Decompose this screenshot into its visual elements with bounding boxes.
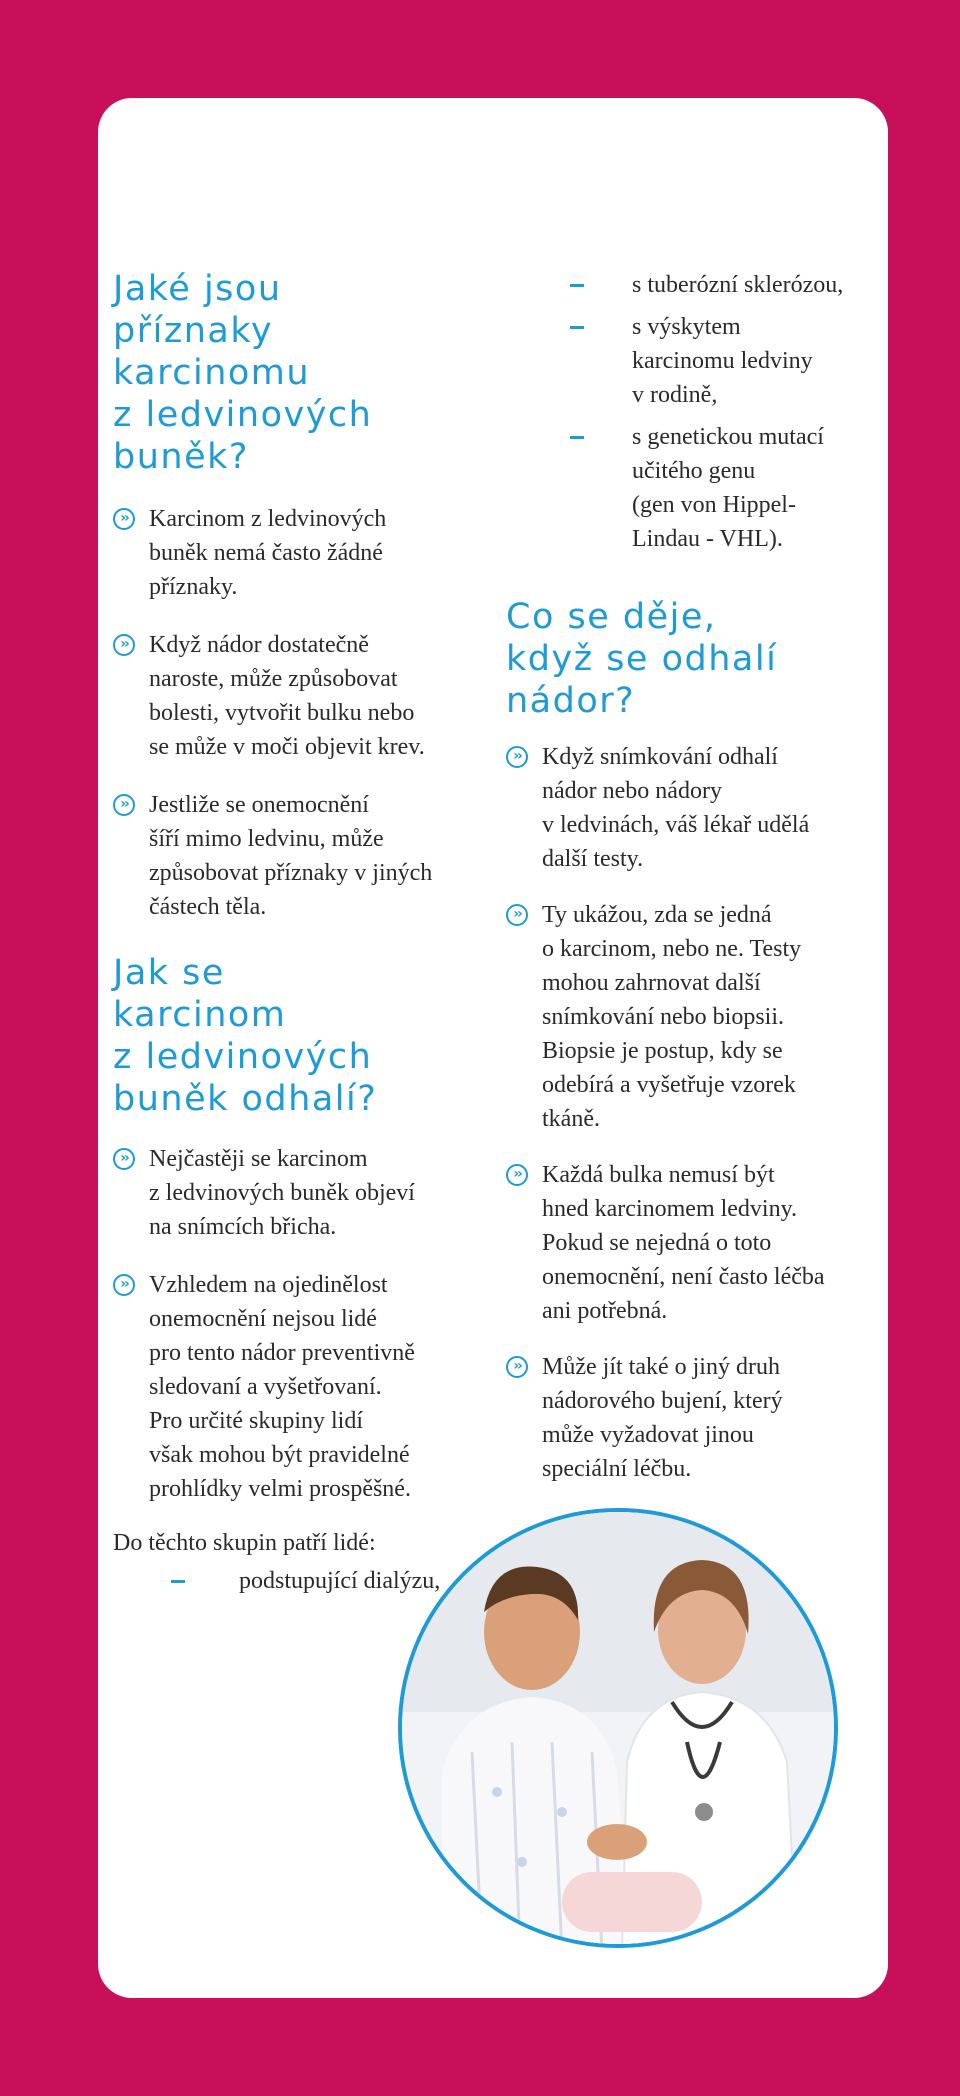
text-line: o karcinom, nebo ne. Testy [542,936,802,962]
text-line: prohlídky velmi prospěšné. [149,1476,411,1502]
section-heading-detection [113,952,493,1120]
bullet-text [149,1272,415,1502]
text-line: Pokud se nejedná o toto [542,1230,772,1256]
bullet-text [149,506,386,600]
bullet-item [113,788,493,924]
text-line: s výskytem [632,314,741,340]
text-line: onemocnění, není často léčba [542,1264,825,1290]
text-line: další testy. [542,846,644,872]
bullet-item [506,1158,886,1328]
text-line: nádor? [506,681,636,721]
text-line: z ledvinových [113,1037,373,1077]
bullet-item [506,1350,886,1486]
text-line: onemocnění nejsou lidé [149,1306,377,1332]
text-line: Nejčastěji se karcinom [149,1146,368,1172]
double-chevron-circle-icon: ›› [113,794,135,816]
text-line: Co se děje, [506,597,717,637]
intro-text: Do těchto skupin patří lidé: [113,1530,376,1556]
text-line: sledovaní a vyšetřovaní. [149,1374,382,1400]
bullet-text [542,1354,783,1482]
text-line: může vyžadovat jinou [542,1422,754,1448]
text-line: buněk odhalí? [113,1079,378,1119]
text-line: s genetickou mutací [632,424,824,450]
text-line: bolesti, vytvořit bulku nebo [149,700,415,726]
text-line: buněk nemá často žádné [149,540,383,566]
dash-text [632,272,843,298]
text-line: Vzhledem na ojedinělost [149,1272,388,1298]
text-line: s tuberózní sklerózou, [632,272,844,298]
bullet-item [506,898,886,1136]
text-line: učitého genu [632,458,756,484]
double-chevron-circle-icon: ›› [113,508,135,530]
text-line: hned karcinomem ledviny. [542,1196,798,1222]
bullet-item [506,740,886,876]
text-line: snímkování nebo biopsii. [542,1004,784,1030]
text-line: částech těla. [149,894,267,920]
text-line: z ledvinových buněk objeví [149,1180,415,1206]
right-column [506,268,886,1486]
dash-list-item [113,1564,493,1598]
text-line: mohou zahrnovat další [542,970,761,996]
text-line: naroste, může způsobovat [149,666,398,692]
text-line: Biopsie je postup, kdy se [542,1038,783,1064]
text-line: nádorového bujení, který [542,1388,783,1414]
bullet-item [113,628,493,764]
text-line: karcinomu [113,353,311,393]
text-line: Každá bulka nemusí být [542,1162,775,1188]
text-line: Ty ukážou, zda se jedná [542,902,772,928]
text-line: Když nádor dostatečně [149,632,369,658]
bullet-item [113,502,493,604]
text-line: odebírá a vyšetřuje vzorek [542,1072,796,1098]
text-line: (gen von Hippel- [632,492,796,518]
bullet-item [113,1268,493,1506]
section-heading-symptoms [113,268,493,478]
text-line: příznaky. [149,574,238,600]
bullet-text [542,902,801,1132]
dash-list-item [506,420,886,556]
dash-icon [570,284,584,287]
text-line: v ledvinách, váš lékař udělá [542,812,810,838]
double-chevron-circle-icon: ›› [506,904,528,926]
bullet-text [542,1162,825,1324]
text-line: tkáně. [542,1106,600,1132]
text-line: nádor nebo nádory [542,778,722,804]
dash-text [239,1568,440,1594]
text-line: Jestliže se onemocnění [149,792,369,818]
text-line: Může jít také o jiný druh [542,1354,780,1380]
text-line: ani potřebná. [542,1298,668,1324]
bullet-text [542,744,809,872]
text-line: Pro určité skupiny lidí [149,1408,363,1434]
dash-icon [570,436,584,439]
doctor-patient-photo [398,1508,838,1948]
dash-text [632,314,813,408]
left-column [113,268,493,1598]
double-chevron-circle-icon: ›› [506,1356,528,1378]
dash-list-item [506,268,886,302]
section-heading-after-detection [506,596,886,722]
dash-text [632,424,824,552]
dash-list-item [506,310,886,412]
text-line: podstupující dialýzu, [239,1568,441,1594]
text-line: karcinomu ledviny [632,348,813,374]
text-line: speciální léčbu. [542,1456,692,1482]
photo-illustration [402,1512,838,1948]
double-chevron-circle-icon: ›› [506,1164,528,1186]
text-line: když se odhalí [506,639,778,679]
double-chevron-circle-icon: ›› [113,634,135,656]
text-line: Když snímkování odhalí [542,744,778,770]
text-line: Karcinom z ledvinových [149,506,387,532]
text-line: na snímcích břicha. [149,1214,337,1240]
text-line: Lindau - VHL). [632,526,783,552]
dash-icon [171,1580,185,1583]
text-line: Jaké jsou [113,269,282,309]
bullet-item [113,1142,493,1244]
text-line: příznaky [113,311,274,351]
text-line: Jak se [113,953,225,993]
text-line: buněk? [113,437,249,477]
text-line: šíří mimo ledvinu, může [149,826,384,852]
bullet-text [149,1146,415,1240]
text-line: v rodině, [632,382,718,408]
bullet-text [149,792,432,920]
text-line: pro tento nádor preventivně [149,1340,415,1366]
double-chevron-circle-icon: ›› [113,1148,135,1170]
bullet-text [149,632,425,760]
dash-icon [570,326,584,329]
text-line: karcinom [113,995,287,1035]
text-line: se může v moči objevit krev. [149,734,425,760]
double-chevron-circle-icon: ›› [113,1274,135,1296]
double-chevron-circle-icon: ›› [506,746,528,768]
text-line: z ledvinových [113,395,373,435]
text-line: způsobovat příznaky v jiných [149,860,433,886]
text-line: však mohou být pravidelné [149,1442,410,1468]
